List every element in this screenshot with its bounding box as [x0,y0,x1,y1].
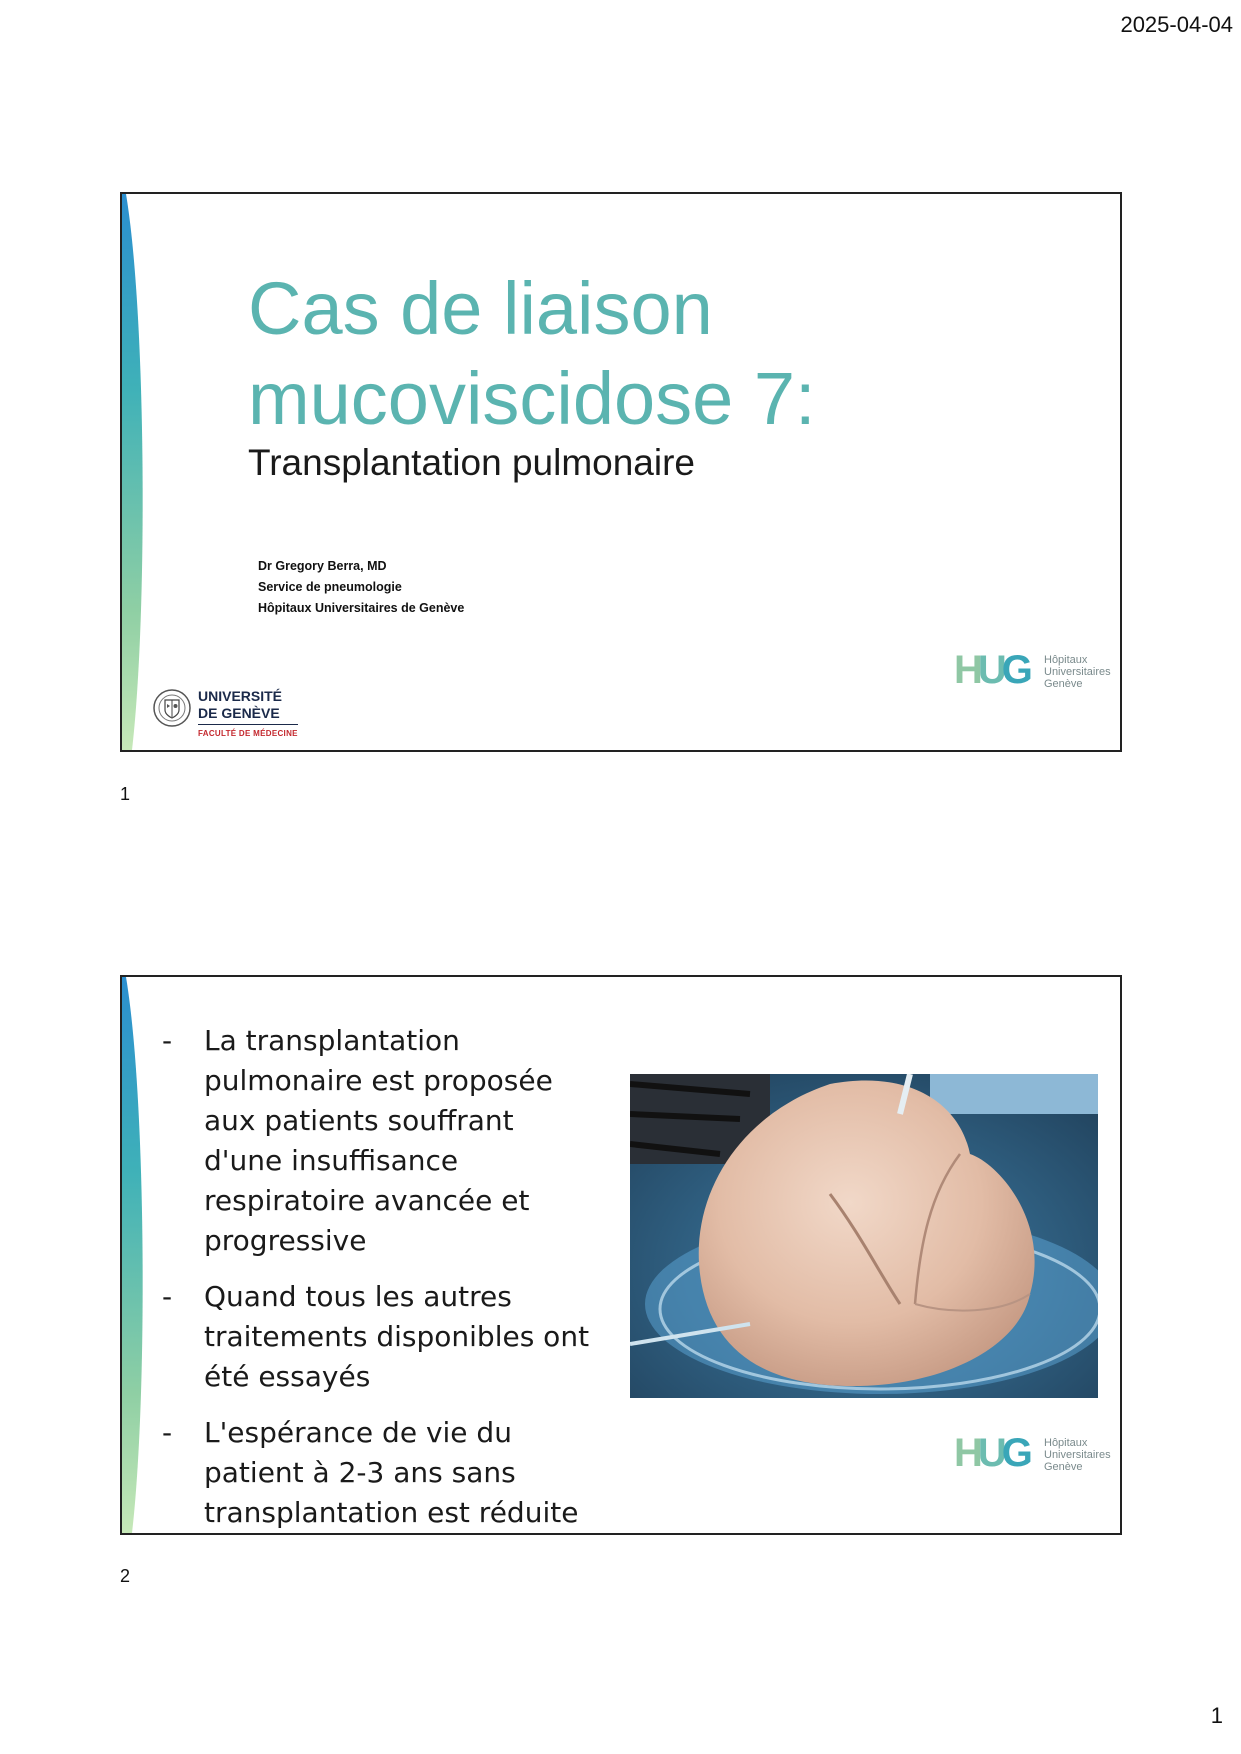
hug-logo [954,1433,1114,1475]
hug-line-2: Universitaires [1044,666,1111,678]
bullet-text: Quand tous les autres traitements disponibles ont été essayés [204,1280,590,1393]
hug-logo [954,650,1114,692]
unige-line-2: DE GENÈVE [198,705,280,721]
unige-divider [198,724,298,725]
bullet-marker: - [162,1416,173,1449]
hug-line-2: Universitaires [1044,1449,1111,1461]
bullet-marker: - [162,1024,173,1057]
svg-text:HUG: HUG [954,650,1028,686]
slide-number-2: 2 [120,1566,131,1586]
hug-name [1044,654,1111,690]
author-block [258,556,464,619]
bullet-text: La transplantation pulmonaire est proposée aux patients souffrant d'une insuffisance respiratoire avancée et progressive [204,1024,553,1257]
hug-line-1: Hôpitaux [1044,1437,1088,1449]
hug-line-1: Hôpitaux [1044,654,1088,666]
title-line-2: mucoviscidose 7: [248,357,816,440]
unige-faculty: FACULTÉ DE MÉDECINE [198,729,298,738]
slide-accent-bar [122,977,152,1533]
bullet-item [162,1021,592,1261]
hug-logo-mark [954,1433,1040,1469]
bullet-marker: - [162,1280,173,1313]
author-name: Dr Gregory Berra, MD [258,559,387,573]
slide-1 [120,192,1122,752]
slide-accent-bar [122,194,152,750]
hug-line-3: Genève [1044,1461,1083,1473]
slide-2 [120,975,1122,1535]
slide-title [248,264,816,444]
slide-number-1: 1 [120,784,131,804]
title-line-1: Cas de liaison [248,267,713,350]
print-date: 2025-04-04 [1120,12,1233,37]
bullet-list [162,1021,592,1535]
unige-logo [152,686,302,742]
unige-name [198,688,282,722]
slide-subtitle: Transplantation pulmonaire [248,442,695,483]
bullet-item [162,1277,592,1397]
page-number: 1 [1210,1703,1223,1728]
author-institution: Hôpitaux Universitaires de Genève [258,601,465,615]
bullet-text: L'espérance de vie du patient à 2-3 ans sans transplantation est réduite [204,1416,579,1529]
hug-line-3: Genève [1044,678,1083,690]
hug-logo-mark [954,650,1040,686]
bullet-item [162,1413,592,1533]
unige-line-1: UNIVERSITÉ [198,688,283,704]
lung-ex-vivo-photo [630,1074,1098,1398]
svg-text:HUG: HUG [954,1433,1028,1469]
university-seal-icon [152,688,192,728]
hug-name [1044,1437,1111,1473]
author-department: Service de pneumologie [258,580,402,594]
